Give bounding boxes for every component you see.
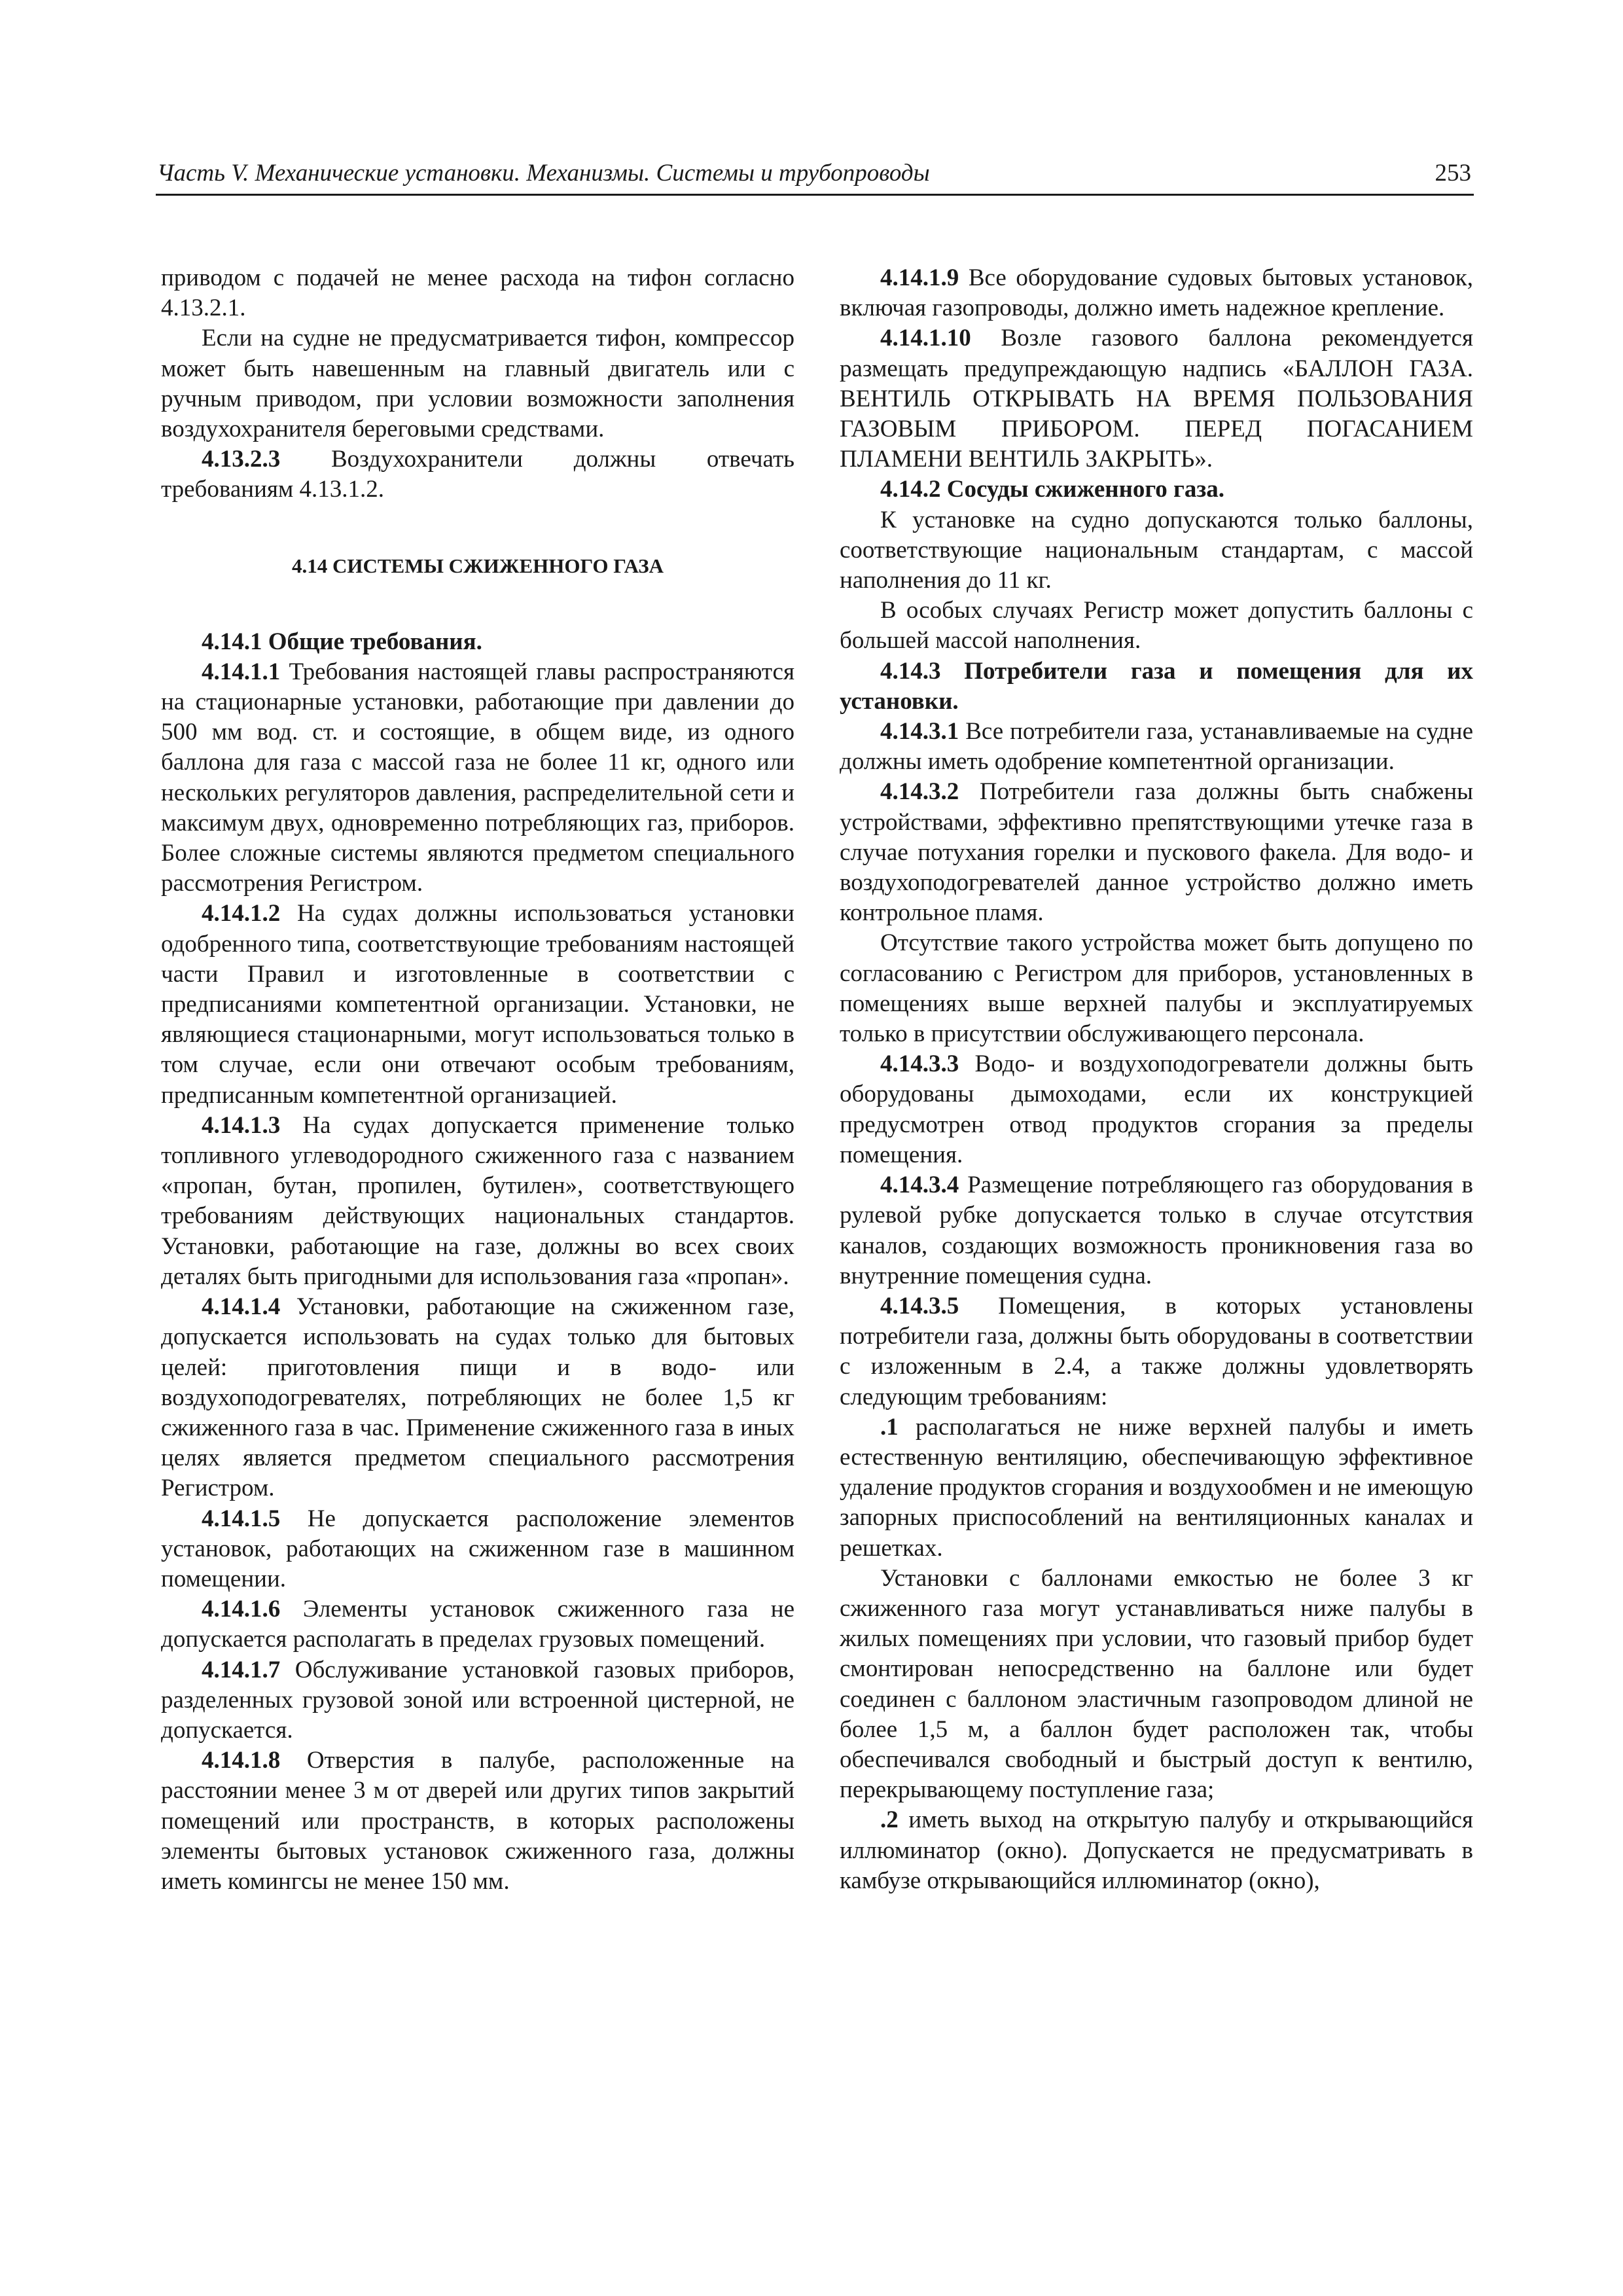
clause-number: 4.14.1.3 bbox=[202, 1111, 281, 1139]
clause-4-14-1-1 bbox=[161, 657, 794, 899]
paragraph: Если на судне не предусматривается тифон, компрессор может быть навешенным на главный двигатель или с ручным приводом, при условии возможности заполнения воздухохранителя береговыми средствами. bbox=[161, 325, 794, 443]
paragraph: приводом с подачей не менее расхода на тифон согласно 4.13.2.1. bbox=[161, 264, 794, 322]
clause-4-14-1-6 bbox=[161, 1594, 794, 1655]
subsection-title bbox=[840, 475, 1473, 505]
clause-number: 4.14.3.4 bbox=[880, 1172, 959, 1199]
clause-number: 4.14.1.4 bbox=[202, 1293, 281, 1321]
clause-text: Помещения, в которых установлены потребители газа, должны быть оборудованы в соответствии с изложенным в 2.4, а также должны удовлетворять следующим требованиям: bbox=[840, 1292, 1473, 1410]
clause-number: 4.14.1.5 bbox=[202, 1505, 281, 1532]
clause-4-14-1-10 bbox=[840, 323, 1473, 475]
subsection-heading: 4.14.3 Потребители газа и помещения для их установки. bbox=[840, 657, 1473, 715]
clause-4-14-3-2 bbox=[840, 777, 1473, 928]
clause-number: 4.14.1.6 bbox=[202, 1596, 281, 1623]
paragraph: Установки с баллонами емкостью не более 3 кг сжиженного газа могут устанавливаться ниже палубы в жилых помещениях при условии, что газовый прибор будет смонтирован непосредственно на баллоне или будет соединен с баллоном эластичным газопроводом длиной не более 1,5 м, а баллон будет расположен так, чтобы обеспечивался свободный и быстрый доступ к вентилю, перекрывающему поступление газа; bbox=[840, 1564, 1473, 1804]
clause-text: Элементы установок сжиженного газа не допускается располагать в пределах грузовых помещений. bbox=[161, 1596, 794, 1653]
page-number: 253 bbox=[1435, 160, 1471, 187]
list-item-1 bbox=[840, 1412, 1473, 1564]
clause-text: Все оборудование судовых бытовых установок, включая газопроводы, должно иметь надежное крепление. bbox=[840, 264, 1473, 322]
subsection-heading: 4.14.2 Сосуды сжиженного газа. bbox=[880, 476, 1224, 503]
clause-text: Воздухохранители должны отвечать требованиям 4.13.1.2. bbox=[161, 446, 794, 503]
clause-4-14-1-7 bbox=[161, 1655, 794, 1746]
clause-number: 4.14.1.8 bbox=[202, 1747, 281, 1774]
clause-4-13-2-3 bbox=[161, 444, 794, 505]
left-column bbox=[161, 263, 794, 1897]
item-number: .2 bbox=[880, 1806, 899, 1834]
clause-4-14-3-1 bbox=[840, 717, 1473, 777]
clause-text: Не допускается расположение элементов установок, работающих на сжиженном газе в машинном помещении. bbox=[161, 1505, 794, 1592]
clause-text: Потребители газа должны быть снабжены устройствами, эффективно препятствующими утечке газа в случае потухания горелки и пускового факела. Для водо- и воздухоподогревателей данное устройство должно иметь контрольное пламя. bbox=[840, 778, 1473, 927]
clause-4-14-1-4 bbox=[161, 1292, 794, 1503]
clause-text: Водо- и воздухоподогреватели должны быть оборудованы дымоходами, если их конструкцией предусмотрен отвод продуктов сгорания за пределы помещения. bbox=[840, 1050, 1473, 1168]
list-item-2 bbox=[840, 1805, 1473, 1896]
clause-text: Обслуживание установкой газовых приборов, разделенных грузовой зоной или встроенной цистерной, не допускается. bbox=[161, 1656, 794, 1744]
paragraph: К установке на судно допускаются только баллоны, соответствующие национальным стандартам, с массой наполнения до 11 кг. bbox=[840, 506, 1473, 594]
clause-4-14-1-5 bbox=[161, 1504, 794, 1595]
clause-number: 4.14.1.1 bbox=[202, 658, 281, 685]
clause-4-14-3-4 bbox=[840, 1170, 1473, 1291]
item-text: иметь выход на открытую палубу и открывающийся иллюминатор (окно). Допускается не предусматривать в камбузе открывающийся иллюминатор (окно), bbox=[840, 1806, 1473, 1894]
clause-number: 4.14.3.1 bbox=[880, 718, 959, 745]
clause-number: 4.14.3.5 bbox=[880, 1292, 959, 1319]
clause-text: Размещение потребляющего газ оборудования в рулевой рубке допускается только в случае отсутствия каналов, создающих возможность проникновения газа во внутренние помещения судна. bbox=[840, 1172, 1473, 1289]
section-title: 4.14 СИСТЕМЫ СЖИЖЕННОГО ГАЗА bbox=[291, 554, 664, 577]
subsection-heading: 4.14.1 Общие требования. bbox=[202, 628, 482, 655]
subsection-title bbox=[161, 627, 794, 657]
clause-text: На судах допускается применение только топливного углеводородного сжиженного газа с названием «пропан, бутан, пропилен, бутилен», соответствующего требованиям действующих национальных стандартов. Установки, работающие на газе, должны во всех своих деталях быть пригодными для использования газа «пропан». bbox=[161, 1111, 794, 1290]
clause-text: На судах должны использоваться установки одобренного типа, соответствующие требованиям настоящей части Правил и изготовленные в соответствии с предписаниями компетентной организации. Установки, не являющиеся стационарными, могут использоваться только в том случае, если они отвечают особым требованиям, предписанным компетентной организацией. bbox=[161, 900, 794, 1109]
clause-number: 4.14.1.10 bbox=[880, 325, 971, 352]
paragraph: Отсутствие такого устройства может быть допущено по согласованию с Регистром для приборов, установленных в помещениях выше верхней палубы и эксплуатируемых только в присутствии обслуживающего персонала. bbox=[840, 929, 1473, 1048]
clause-text: Установки, работающие на сжиженном газе, допускается использовать на судах только для бытовых целей: приготовления пищи и в водо- или воздухоподогревателях, потребляющих не более 1,5 кг сжиженного газа в час. Применение сжиженного газа в иных целях является предметом специального рассмотрения Регистром. bbox=[161, 1293, 794, 1502]
clause-number: 4.14.1.7 bbox=[202, 1656, 281, 1683]
clause-4-14-1-3 bbox=[161, 1111, 794, 1292]
clause-4-14-1-2 bbox=[161, 899, 794, 1110]
clause-text: Отверстия в палубе, расположенные на расстоянии менее 3 м от дверей или других типов закрытий помещений или пространств, в которых расположены элементы бытовых установок сжиженного газа, должны иметь комингсы не менее 150 мм. bbox=[161, 1747, 794, 1895]
clause-number: 4.13.2.3 bbox=[202, 446, 281, 473]
item-text: располагаться не ниже верхней палубы и иметь естественную вентиляцию, обеспечивающую эффективное удаление продуктов сгорания и воздухообмен и не имеющую запорных приспособлений на вентиляционных каналах и решетках. bbox=[840, 1413, 1473, 1562]
subsection-title bbox=[840, 656, 1473, 717]
clause-4-14-3-3 bbox=[840, 1049, 1473, 1170]
clause-number: 4.14.3.2 bbox=[880, 778, 959, 806]
clause-4-14-1-8 bbox=[161, 1746, 794, 1897]
clause-number: 4.14.3.3 bbox=[880, 1050, 959, 1078]
clause-text: Все потребители газа, устанавливаемые на судне должны иметь одобрение компетентной организации. bbox=[840, 718, 1473, 776]
item-number: .1 bbox=[880, 1413, 899, 1441]
clause-text: Возле газового баллона рекомендуется размещать предупреждающую надпись «БАЛЛОН ГАЗА. ВЕНТИЛЬ ОТКРЫВАТЬ НА ВРЕМЯ ПОЛЬЗОВАНИЯ ГАЗОВЫМ ПРИБОРОМ. ПЕРЕД ПОГАСАНИЕМ ПЛАМЕНИ ВЕНТИЛЬ ЗАКРЫТЬ». bbox=[840, 325, 1473, 473]
clause-number: 4.14.1.2 bbox=[202, 900, 281, 927]
paragraph: В особых случаях Регистр может допустить баллоны с большей массой наполнения. bbox=[840, 597, 1473, 655]
clause-text: Требования настоящей главы распространяются на стационарные установки, работающие при давлении до 500 мм вод. ст. и состоящие, в общем виде, из одного баллона для газа с массой газа не более 11 кг, одного или нескольких регуляторов давления, распределительной сети и максимум двух, одновременно потребляющих газ, приборов. Более сложные системы являются предметом специального рассмотрения Регистром. bbox=[161, 658, 794, 897]
header-title: Часть V. Механические установки. Механизмы. Системы и трубопроводы bbox=[157, 160, 930, 187]
clause-4-14-1-9 bbox=[840, 263, 1473, 323]
clause-number: 4.14.1.9 bbox=[880, 264, 959, 291]
clause-4-14-3-5 bbox=[840, 1291, 1473, 1412]
running-header bbox=[156, 153, 1474, 196]
right-column bbox=[840, 263, 1473, 1896]
